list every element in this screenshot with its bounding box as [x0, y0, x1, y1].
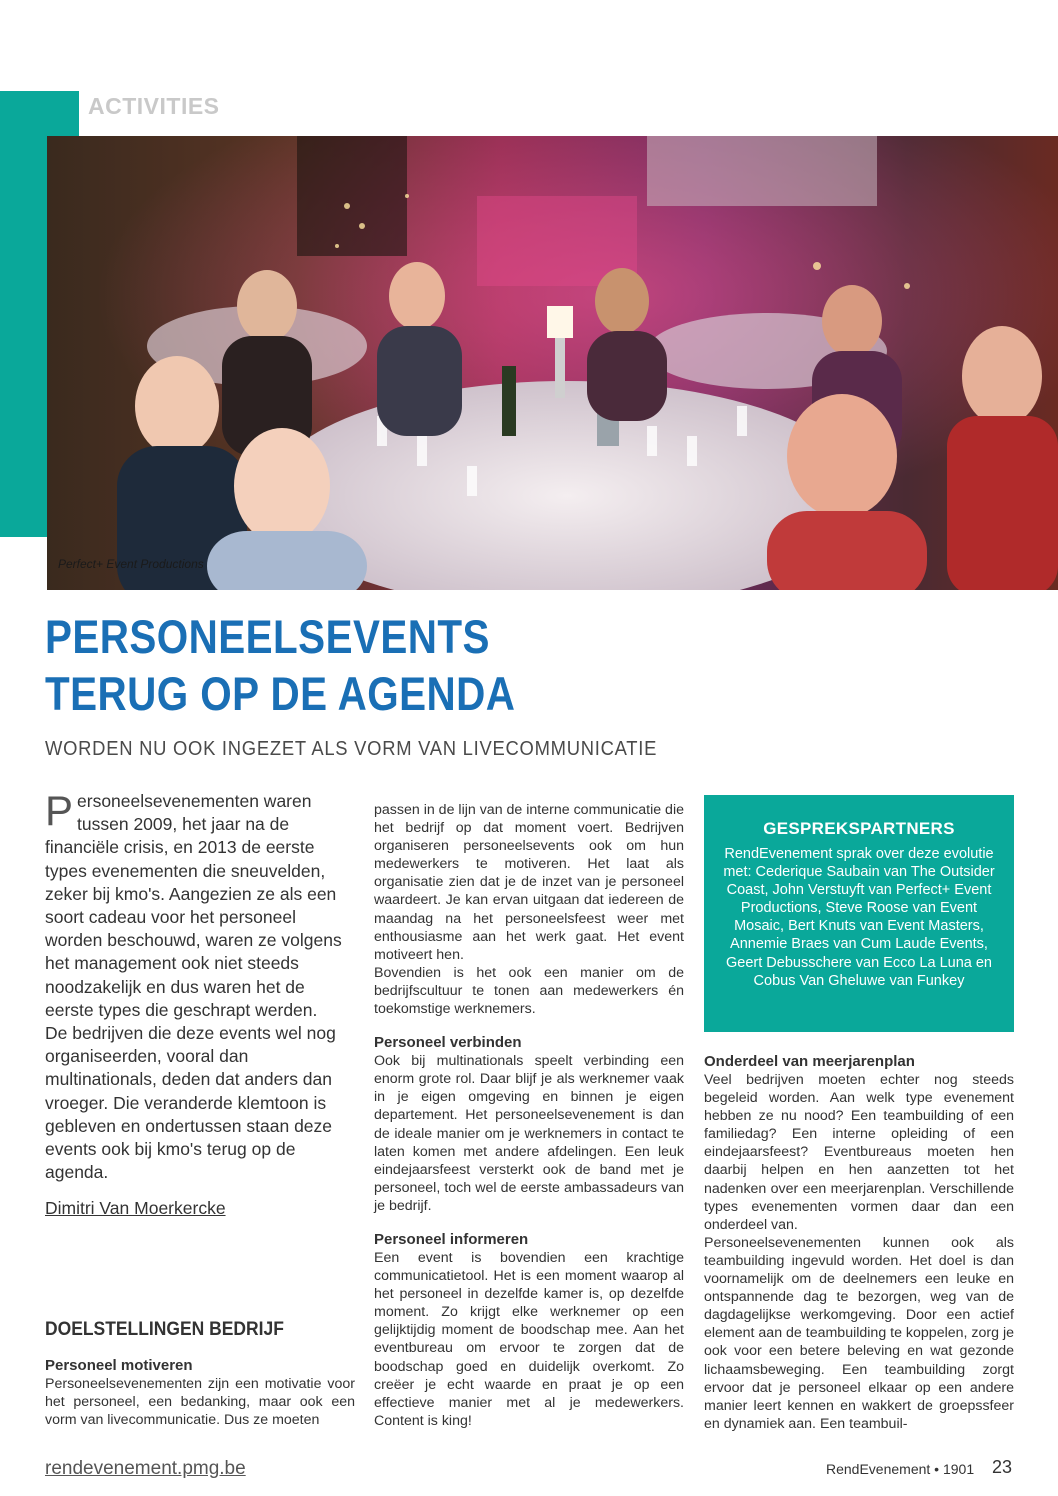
- column-1-body: [45, 1357, 355, 1429]
- goals-heading: DOELSTELLINGEN BEDRIJF: [45, 1319, 284, 1340]
- drop-cap: P: [45, 787, 74, 834]
- article-headline: [45, 608, 515, 722]
- partners-box: [704, 795, 1014, 1032]
- article-subtitle: WORDEN NU OOK INGEZET ALS VORM VAN LIVECOMMUNICATIE: [45, 738, 658, 760]
- subheading-plan: Onderdeel van meerjarenplan: [704, 1053, 915, 1070]
- photo-credit: Perfect+ Event Productions: [58, 557, 204, 571]
- intro-paragraph-1: ersoneelsevenementen waren tussen 2009, het jaar na de financiële crisis, en 2013 de eerste types evenementen die sneuvelden, zeker bij kmo's. Aangezien ze als een soort cadeau voor het personeel worden beschouwd, waren ze volgens het management ook niet steeds noodzakelijk en dus waren het de eerste types die geschrapt werden.: [45, 791, 342, 1020]
- paragraph-motivate: Personeelsevenementen zijn een motivatie voor het personeel, een bedanking, maar ook een vorm van livecommunicatie. Dus ze moeten: [45, 1376, 355, 1429]
- column-3-body: [704, 1053, 1014, 1433]
- intro-text: [45, 787, 357, 1184]
- partners-heading: GESPREKSPARTNERS: [763, 819, 955, 838]
- paragraph-col2-1: passen in de lijn van de interne communicatie die het bedrijf op dat moment voert. Bedrijven organiseren personeelsevents ook om hun medewerkers te motiveren. Het laat als organisatie zien dat je de inzet van je personeel waardeert. Je kan ervan uitgaan dat iedereen de maandag na het personeelsfeest weer met enthousiasme aan het werk gaat. Het event motiveert hen.: [374, 802, 684, 963]
- paragraph-teambuilding: Personeelsevenementen kunnen ook als teambuilding ingevuld worden. Het doel is dan voornamelijk om de deelnemers een leuke en ontspannende dag te bezorgen, weg van de dagdagelijkse werkomgeving. Door een actief element aan de teambuilding te koppelen, zorg je ook voor een betere beleving en wat gezonde lichaamsbeweging. Een teambuilding zorgt ervoor dat je personeel elkaar op een andere manier leert kennen en wakkert de groepssfeer en dynamiek aan. Een teambuil-: [704, 1234, 1014, 1432]
- subheading-motivate: Personeel motiveren: [45, 1357, 193, 1374]
- paragraph-connect: Ook bij multinationals speelt verbinding een enorm grote rol. Daar blijf je als werknemer vaak in je eigen omgeving en binnen je eigen departement. Het personeelsevenement is dan de ideale manier om je werknemers in contact te laten komen met andere afdelingen. Een leuk eindejaarsfeest versterkt ook de band met je personeel, toch wel de eerste ambassadeurs van je bedrijf.: [374, 1053, 684, 1214]
- footer-magazine-issue: RendEvenement • 1901: [826, 1461, 975, 1477]
- headline-line-2: TERUG OP DE AGENDA: [45, 667, 516, 720]
- paragraph-plan: Veel bedrijven moeten echter nog steeds begeleid worden. Aan welk type evenement hebben ze nu nood? Een teambuilding of een familiedag? Een interne opleiding of een eindejaarsfeest? Eventbureaus moeten hen daarbij helpen en hen aanzetten tot het nadenken over een meerjarenplan. Verschillende types evenementen vormen daar dan een onderdeel van.: [704, 1072, 1014, 1233]
- page-number: 23: [992, 1457, 1013, 1477]
- intro-paragraph-2: De bedrijven die deze events wel nog organiseerden, vooral dan multinationals, deden dat anders dan vroeger. Die veranderde klemtoon is gebleven en ondertussen staan deze events ook bij kmo's terug op de agenda.: [45, 1023, 336, 1183]
- event-photo: [47, 136, 1058, 590]
- headline-line-1: PERSONEELSEVENTS: [45, 610, 490, 663]
- subheading-inform: Personeel informeren: [374, 1230, 529, 1248]
- paragraph-col2-2: Bovendien is het ook een manier om de bedrijfscultuur te tonen aan medewerkers én toekomstige werknemers.: [374, 964, 684, 1018]
- section-label: ACTIVITIES: [88, 93, 220, 119]
- column-2-body: [374, 801, 684, 1430]
- subheading-connect: Personeel verbinden: [374, 1034, 522, 1052]
- footer-website-link[interactable]: rendevenement.pmg.be: [45, 1458, 246, 1479]
- partners-text: RendEvenement sprak over deze evolutie met: Cederique Saubain van The Outsider Coast, John Verstuyft van Perfect+ Event Productions, Steve Roose van Event Mosaic, Bert Knuts van Event Masters, Annemie Braes van Cum Laude Events, Geert Debusschere van Ecco La Luna en Cobus Van Gheluwe van Funkey: [723, 846, 995, 989]
- author-byline[interactable]: Dimitri Van Moerkercke: [45, 1198, 226, 1218]
- paragraph-inform: Een event is bovendien een krachtige communicatietool. Het is een moment waarop al het personeel in dezelfde kamer is, op dezelfde moment. Zo krijgt elke werknemer op een gelijktijdig moment de boodschap mee. Aan het eventbureau om ervoor te zorgen dat de boodschap goed en duidelijk overkomt. Zo creëer je echt waarde en praat je op een effectieve manier met al je medewerkers. Content is king!: [374, 1249, 684, 1429]
